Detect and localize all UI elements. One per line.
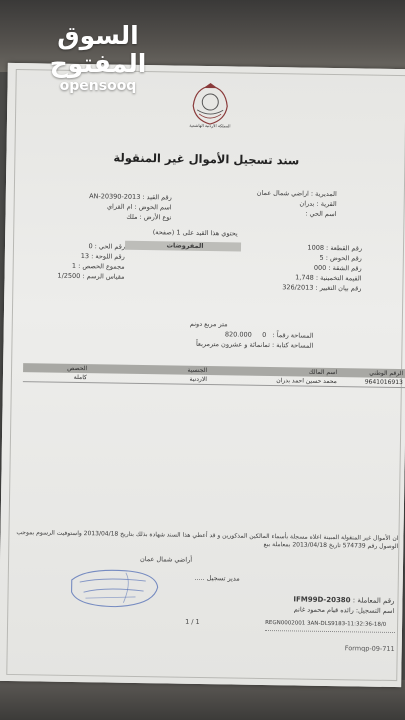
- map-scale-field: مقياس الرسم : 1/2500: [57, 271, 125, 281]
- transaction-number-row: رقم المعاملة : 20380-IFM99D: [293, 595, 395, 606]
- district-name-field: اسم الحي :: [305, 209, 337, 219]
- estimated-value-field: القيمة التخمينية : 1,748: [295, 273, 362, 283]
- deed-document: [0, 63, 405, 687]
- director-label: مدير تسجيل .....: [194, 573, 240, 583]
- change-statement-field: رقم بيان التغيير : 326/2013: [282, 283, 362, 293]
- area-numeric-row: المساحة رقماً : 0 820.000: [224, 330, 314, 340]
- village-field: القرية : بدران: [299, 199, 337, 209]
- registered-by-row: اسم التسجيل: رائده قيام محمود غانم: [293, 605, 395, 616]
- document-title: سند تسجيل الأموال غير المنقولة: [113, 150, 300, 168]
- watermark-english: opensooq: [59, 78, 137, 94]
- district-number-field: رقم الحي : 0: [88, 242, 126, 251]
- reference-code: REGN0002001 3AN-DLS9183-11:32:36-18/0: [265, 619, 387, 628]
- directorate-field: المديرية : اراضي شمال عمان: [256, 188, 337, 199]
- directorate-signature-line: أراضي شمال عمان: [139, 555, 193, 564]
- watermark-arabic: السوق المفتوح: [49, 21, 147, 78]
- shares-cell: كاملة: [73, 373, 87, 382]
- parcel-number-field: رقم القطعة : 1008: [307, 243, 363, 253]
- national-id-header: الرقم الوطني: [369, 369, 404, 378]
- owner-name-header: اسم المالك: [308, 368, 338, 377]
- area-units-header: متر مربع دونم: [189, 319, 228, 329]
- shares-total-field: مجموع الحصص : 1: [71, 261, 125, 271]
- svg-text:المملكة الاردنية الهاشمية: المملكة الاردنية الهاشمية: [189, 122, 231, 129]
- board-number-field: رقم اللوحة : 13: [80, 252, 125, 261]
- national-id-cell: 9641016913: [364, 378, 403, 387]
- apartment-number-field: رقم الشقة : 000: [313, 263, 362, 273]
- basin-number-field: رقم الحوض : 5: [319, 253, 362, 263]
- area-written-row: المساحة كتابة : ثمانمائة و عشرون مترمربعاً: [195, 339, 314, 350]
- certification-text: ان الأموال غير المنقولة المبينة اعلاه مسجلة بأسماء المالكين المذكورين و قد أعطي هذا السند شهادة بذلك بتاريخ 2013/04/18 واستوفيت الرسوم بموجب الوصول رقم 574739 تاريخ 2013/04/18 بمعاملة بيع: [16, 529, 399, 551]
- form-code: Formqp-09-711: [344, 644, 395, 654]
- nationality-cell: الاردنية: [189, 375, 207, 384]
- basin-name-field: اسم الحوض : ام القراي: [106, 202, 172, 212]
- page-number: 1 / 1: [185, 617, 200, 626]
- owner-name-cell: محمد حسين احمد بدران: [276, 377, 337, 386]
- entry-pages-note: يحتوي هذا القيد على 1 (صفحة): [152, 228, 238, 238]
- encumbrance-label: المفروضات: [166, 241, 204, 250]
- land-type-field: نوع الأرض : ملك: [126, 212, 172, 222]
- official-stamp-icon: [65, 562, 164, 614]
- jordan-coat-of-arms-icon: [185, 80, 236, 131]
- entry-number-field: رقم القيد : 2013-AN-20390: [89, 192, 172, 202]
- shares-header: الحصص: [67, 364, 88, 373]
- nationality-header: الجنسية: [187, 366, 208, 375]
- opensooq-watermark: [23, 22, 173, 94]
